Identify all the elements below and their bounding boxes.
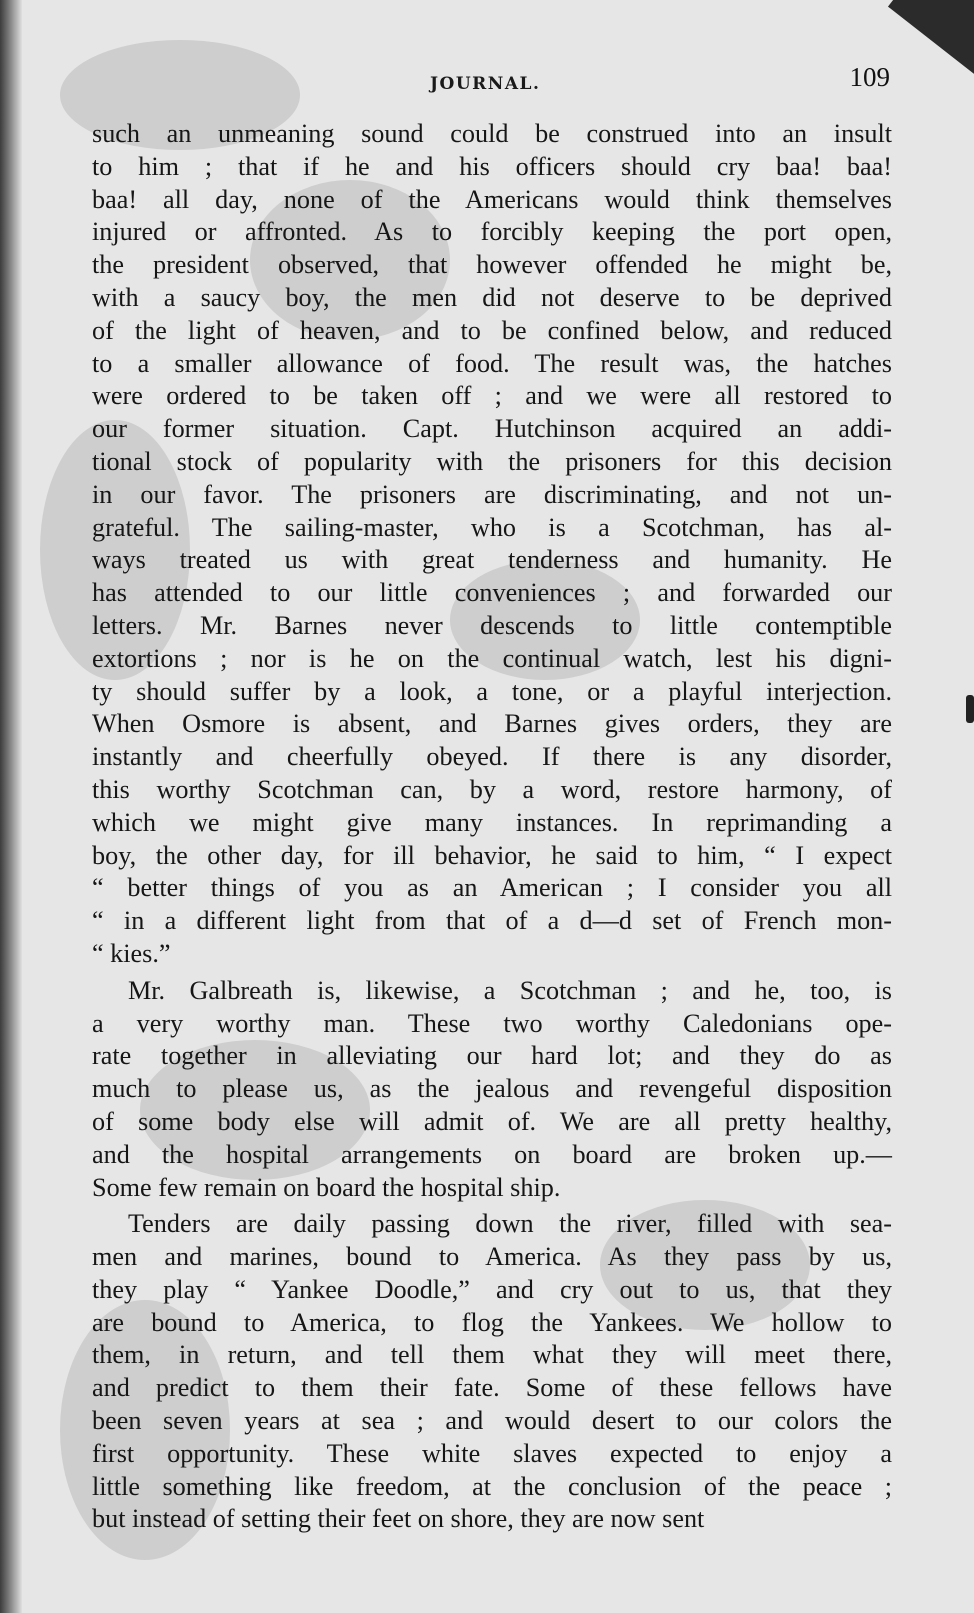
text-line: were ordered to be taken off ; and we were all restored to <box>92 381 892 411</box>
text-line: in our favor. The prisoners are discriminating, and not un- <box>92 479 892 509</box>
text-line: to a smaller allowance of food. The result was, the hatches <box>92 348 892 378</box>
text-line: of the light of heaven, and to be confined below, and reduced <box>92 315 892 345</box>
text-line: with a saucy boy, the men did not deserve to be deprived <box>92 282 892 312</box>
text-line: “ in a different light from that of a d—d set of French mon- <box>92 906 892 936</box>
body-text <box>92 118 892 1536</box>
text-line: to him ; that if he and his officers should cry baa! baa! <box>92 151 892 181</box>
text-line: “ kies.” <box>92 938 171 968</box>
text-line: such an unmeaning sound could be construed into an insult <box>92 119 892 148</box>
paragraph <box>92 1208 892 1536</box>
text-line: rate together in alleviating our hard lot; and they do as <box>92 1041 892 1071</box>
text-line: boy, the other day, for ill behavior, he said to him, “ I expect <box>92 840 892 870</box>
text-line: this worthy Scotchman can, by a word, restore harmony, of <box>92 774 892 804</box>
text-line: a very worthy man. These two worthy Caledonians ope- <box>92 1008 892 1038</box>
text-line: of some body else will admit of. We are all pretty healthy, <box>92 1106 892 1136</box>
text-line: our former situation. Capt. Hutchinson acquired an addi- <box>92 414 892 444</box>
text-line: which we might give many instances. In reprimanding a <box>92 807 892 837</box>
text-line: Tenders are daily passing down the river, filled with sea- <box>128 1209 892 1239</box>
paragraph <box>92 975 892 1205</box>
text-line: “ better things of you as an American ; I consider you all <box>92 873 892 903</box>
text-line: Mr. Galbreath is, likewise, a Scotchman ; and he, too, is <box>128 975 892 1005</box>
text-line: the president observed, that however offended he might be, <box>92 250 892 280</box>
text-line: has attended to our little conveniences ; and forwarded our <box>92 578 892 608</box>
text-line: are bound to America, to flog the Yankees. We hollow to <box>92 1307 892 1337</box>
text-line: but instead of setting their feet on shore, they are now sent <box>92 1504 705 1534</box>
page-corner-shadow <box>888 0 974 74</box>
text-line: baa! all day, none of the Americans would think themselves <box>92 184 892 214</box>
text-line: instantly and cheerfully obeyed. If there is any disorder, <box>92 742 892 772</box>
text-line: them, in return, and tell them what they will meet there, <box>92 1340 892 1370</box>
text-line: and the hospital arrangements on board are broken up.— <box>92 1139 892 1169</box>
text-line: and predict to them their fate. Some of these fellows have <box>92 1373 892 1403</box>
text-line: When Osmore is absent, and Barnes gives orders, they are <box>92 709 892 739</box>
running-head: JOURNAL. <box>430 74 541 94</box>
book-spine-shadow <box>0 0 22 1613</box>
text-line: injured or affronted. As to forcibly keeping the port open, <box>92 217 892 247</box>
text-line: Some few remain on board the hospital ship. <box>92 1172 561 1202</box>
text-line: grateful. The sailing-master, who is a Scotchman, has al- <box>92 512 892 542</box>
text-line: letters. Mr. Barnes never descends to little contemptible <box>92 610 892 640</box>
margin-mark <box>966 695 974 723</box>
text-line: ways treated us with great tenderness and humanity. He <box>92 545 892 575</box>
text-line: they play “ Yankee Doodle,” and cry out to us, that they <box>92 1274 892 1304</box>
page-number: 109 <box>849 62 890 92</box>
text-line: first opportunity. These white slaves expected to enjoy a <box>92 1438 892 1468</box>
text-line: been seven years at sea ; and would desert to our colors the <box>92 1406 892 1436</box>
text-line: men and marines, bound to America. As they pass by us, <box>92 1242 892 1272</box>
text-line: ty should suffer by a look, a tone, or a playful interjection. <box>92 676 892 706</box>
paragraph <box>92 118 892 971</box>
text-line: much to please us, as the jealous and revengeful disposition <box>92 1074 892 1104</box>
text-line: little something like freedom, at the conclusion of the peace ; <box>92 1471 892 1501</box>
page-header <box>95 62 895 102</box>
text-line: extortions ; nor is he on the continual watch, lest his digni- <box>92 643 892 673</box>
text-line: tional stock of popularity with the prisoners for this decision <box>92 446 892 476</box>
